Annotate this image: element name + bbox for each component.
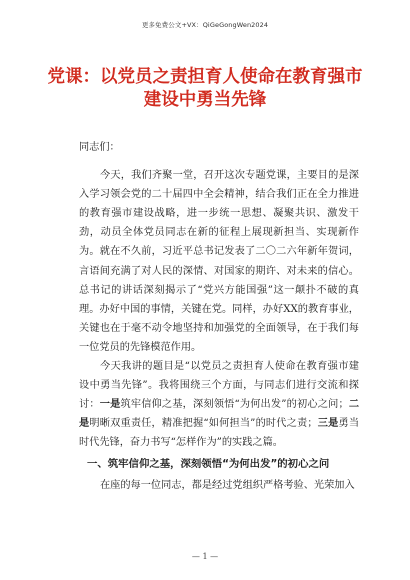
title-line-1: 党课：以党员之责担育人使命在教育强市 bbox=[47, 67, 363, 87]
outline-marker-2: 二是 bbox=[79, 398, 360, 430]
title-line-2: 建设中勇当先锋 bbox=[143, 90, 267, 110]
section-heading-1: 一、筑牢信仰之基，深刻领悟“为何出发”的初心之问 bbox=[87, 457, 330, 470]
paragraph-opening: 今天，我们齐聚一堂，召开这次专题党课，主要目的是深入学习领会党的二十届四中全会精神，结合我们正在全力推进的教育强市建设战略，进一步统一思想、凝聚共识、激发干劲，动员全体党员同志在新的征程上展现新担当、实现新作为。就在不久前，习近平总书记发表了二〇二六年新年贺词，言语间充满了对人民的深情、对国家的期许、对未来的信心。总书记的讲话深刻揭示了“党兴方能国强”这一颠扑不破的真理。办好中国的事情，关键在党。同样，办好XX的教育事业，关键也在于毫不动令地坚持和加强党的全面领导，在于我们每一位党员的先锋模范作用。 bbox=[79, 170, 359, 353]
outline-marker-3: 三是 bbox=[317, 417, 339, 430]
outline-point-2: 明晰双重责任，精准把握“如何担当”的时代之责； bbox=[89, 418, 318, 430]
page-header: 更多免费公文+VX：QiGeGongWen2024 bbox=[141, 21, 269, 29]
outline-marker-1: 一是 bbox=[99, 398, 121, 411]
page-number: — 1 — bbox=[191, 552, 219, 561]
outline-point-3: 勇当时代先锋，奋力书写“怎样作为”的实践之篇。 bbox=[79, 418, 360, 449]
document-title bbox=[40, 66, 370, 112]
paragraph-section-1-start: 在座的每一位同志，都是经过党组织严格考验、光荣加入 bbox=[100, 479, 355, 491]
outline-intro: 今天我讲的题目是“以党员之责担育人使命在教育强市建设中勇当先锋”。我将围绕三个方面，与同志们进行交流和探讨： bbox=[79, 361, 359, 411]
outline-point-1: 筑牢信仰之基，深刻领悟“为何出发”的初心之问； bbox=[120, 399, 349, 411]
salutation: 同志们： bbox=[79, 142, 120, 153]
document-body bbox=[79, 138, 359, 495]
paragraph-outline bbox=[79, 357, 359, 452]
spacer bbox=[79, 157, 359, 166]
